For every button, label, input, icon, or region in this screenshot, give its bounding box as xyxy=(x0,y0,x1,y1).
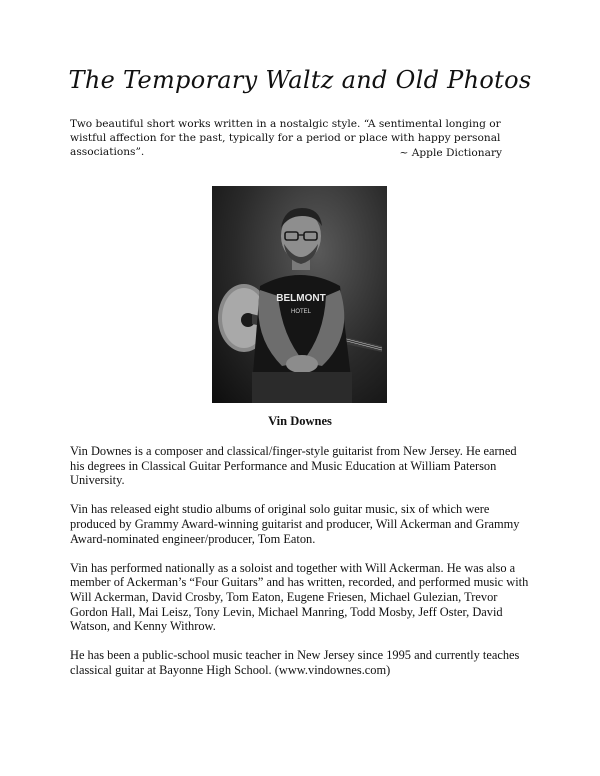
bio-paragraph: He has been a public-school music teacher in New Jersey since 1995 and currently teaches classical guitar at Bayonne High School. (www.vindownes.com) xyxy=(70,648,520,677)
shirt-print-line2: HOTEL xyxy=(290,309,312,315)
bio-paragraph: Vin has performed nationally as a soloist and together with Will Ackerman. He was also a member of Ackerman’s “Four Guitars” and has written, recorded, and performed music with Will Ackerman, David Crosby, Tom Eaton, Eugene Friesen, Michael Gulezian, Trevor Gordon Hall, Mai Leisz, Tony Levin, Michael Manring, Todd Mosby, Jeff Oster, David Watson, and Kenny Withrow. xyxy=(70,560,529,634)
photo-caption: Vin Downes xyxy=(268,414,332,428)
page-title: The Temporary Waltz and Old Photos xyxy=(68,66,532,94)
portrait-illustration xyxy=(212,186,387,403)
intro-text: Two beautiful short works written in a nostalgic style. “A sentimental longing or wistful affection for the past, typically for a period or place with happy personal associations”. xyxy=(70,118,501,158)
jeans xyxy=(252,372,352,403)
bio-paragraph: Vin has released eight studio albums of original solo guitar music, six of which were produced by Grammy Award-winning guitarist and producer, Will Ackerman and Grammy Award-nominated engineer/producer, Tom Eaton. xyxy=(70,502,520,546)
intro-attribution: ~ Apple Dictionary xyxy=(399,147,502,159)
biography xyxy=(70,444,532,692)
bio-paragraph: Vin Downes is a composer and classical/finger-style guitarist from New Jersey. He earned his degrees in Classical Guitar Performance and Music Education at William Paterson University. xyxy=(70,444,517,488)
portrait-photo xyxy=(212,186,387,403)
hands xyxy=(286,355,318,373)
shirt-print-line1: BELMONT xyxy=(276,293,326,304)
